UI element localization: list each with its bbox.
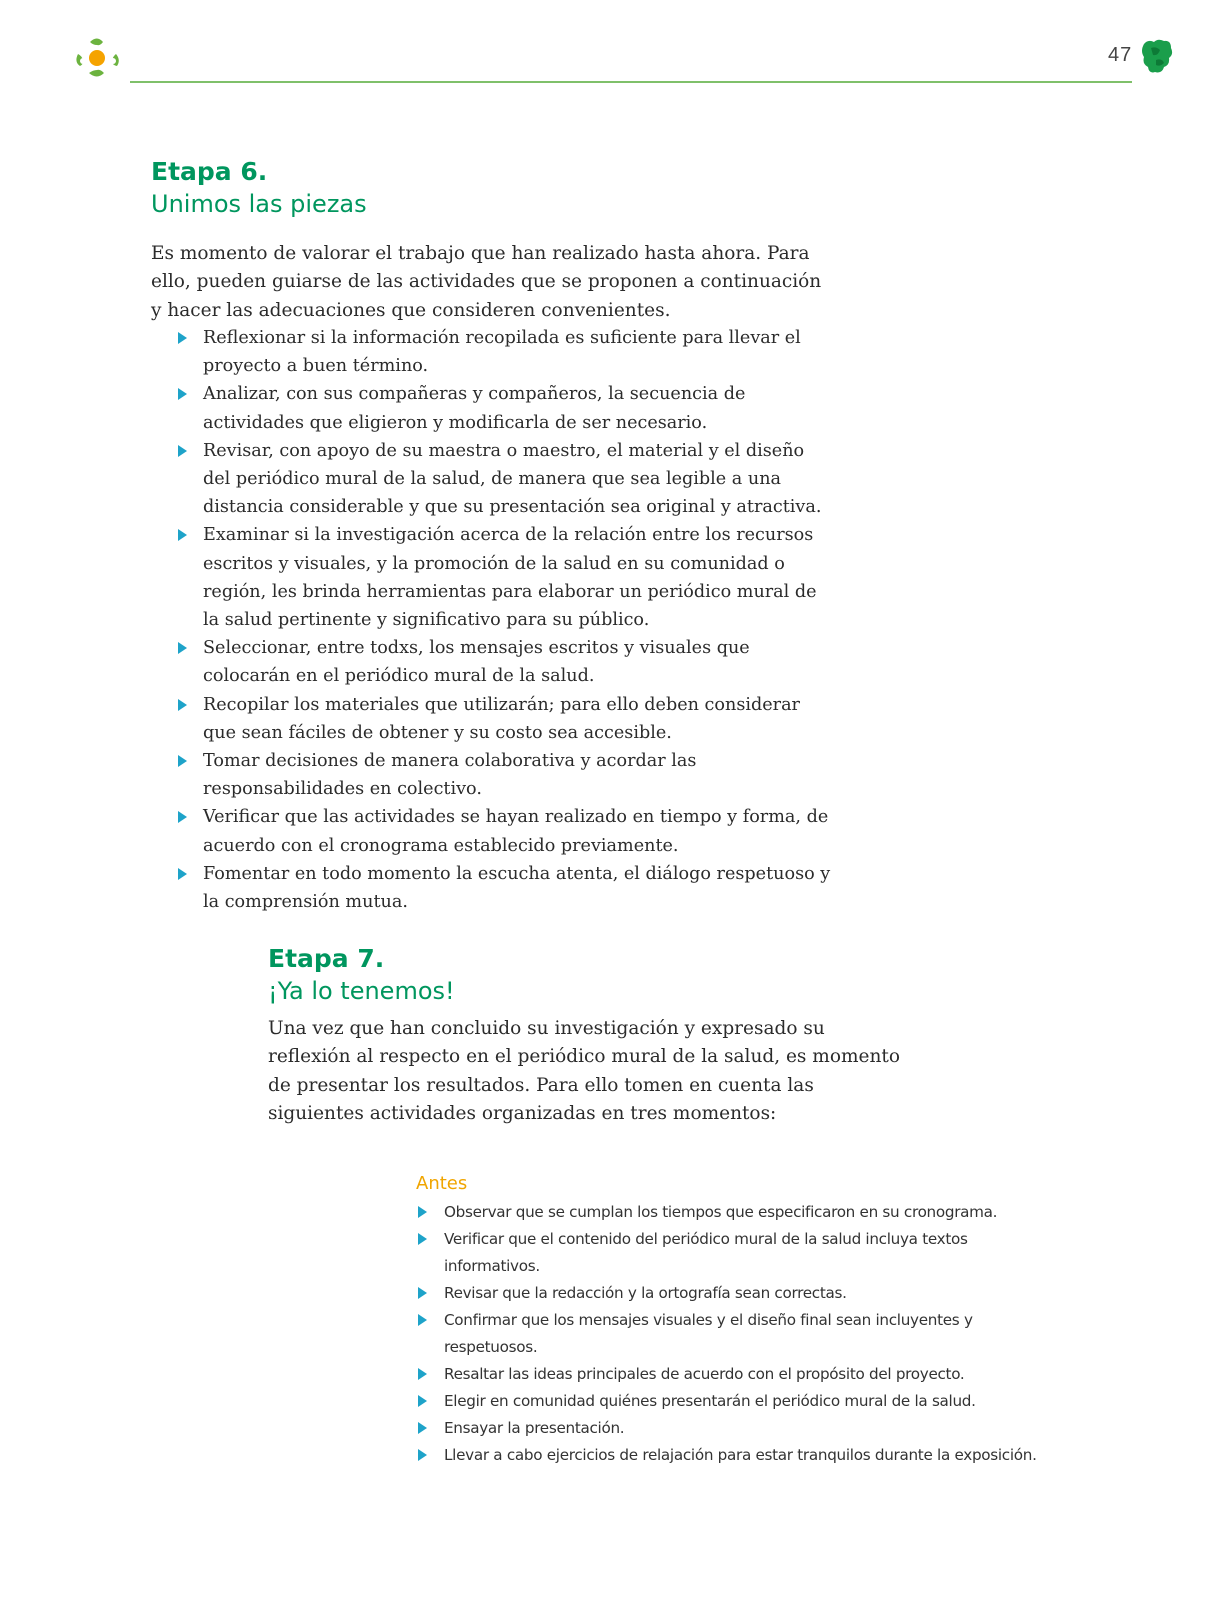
list-item-text: Reflexionar si la información recopilada es suficiente para llevar el proyecto a buen término. (203, 328, 801, 377)
list-item (416, 1361, 1056, 1388)
stage6-heading (151, 156, 831, 220)
list-item (416, 1199, 1056, 1226)
bullet-icon (418, 1449, 427, 1461)
bullet-icon (178, 755, 187, 767)
stage6-subtitle: Unimos las piezas (151, 190, 367, 218)
bullet-icon (178, 388, 187, 400)
bullet-icon (178, 868, 187, 880)
stage7-title: Etapa 7. (268, 944, 385, 973)
bullet-icon (178, 642, 187, 654)
list-item-text: Recopilar los materiales que utilizarán; para ello deben considerar que sean fáciles de obtener y su costo sea accesible. (203, 694, 800, 743)
list-item (416, 1415, 1056, 1442)
list-item (176, 437, 836, 522)
bullet-icon (418, 1368, 427, 1380)
flower-logo-icon (72, 32, 124, 84)
list-item-text: Tomar decisiones de manera colaborativa y acordar las responsabilidades en colectivo. (203, 751, 697, 800)
list-item (416, 1307, 1056, 1361)
bullet-icon (418, 1422, 427, 1434)
list-item (176, 860, 836, 916)
green-emblem-icon (1140, 38, 1174, 76)
list-item-text: Llevar a cabo ejercicios de relajación para estar tranquilos durante la exposición. (444, 1446, 1037, 1464)
list-item (176, 747, 836, 803)
list-item (176, 324, 836, 380)
stage7-subtitle: ¡Ya lo tenemos! (268, 977, 455, 1005)
bullet-icon (178, 699, 187, 711)
list-item-text: Seleccionar, entre todxs, los mensajes escritos y visuales que colocarán en el periódico mural de la salud. (203, 638, 750, 687)
header-rule (130, 81, 1132, 83)
list-item (176, 380, 836, 436)
bullet-icon (418, 1287, 427, 1299)
stage7-intro: Una vez que han concluido su investigación y expresado su reflexión al respecto en el periódico mural de la salud, es momento de presentar los resultados. Para ello tomen en cuenta las siguientes actividades organizadas en tres momentos: (268, 1018, 900, 1124)
antes-label: Antes (416, 1173, 468, 1194)
list-item-text: Revisar, con apoyo de su maestra o maestro, el material y el diseño del periódico mural de la salud, de manera que sea legible a una distancia considerable y que su presentación sea original y atractiva. (203, 440, 822, 518)
list-item (416, 1388, 1056, 1415)
list-item (176, 691, 836, 747)
list-item-text: Ensayar la presentación. (444, 1419, 625, 1437)
stage7-heading (268, 943, 908, 1007)
bullet-icon (178, 529, 187, 541)
list-item-text: Verificar que el contenido del periódico mural de la salud incluya textos informativos. (444, 1230, 968, 1275)
list-item-text: Fomentar en todo momento la escucha atenta, el diálogo respetuoso y la comprensión mutua. (203, 863, 831, 913)
list-item (176, 521, 836, 634)
antes-activity-list (416, 1199, 1056, 1469)
list-item-text: Analizar, con sus compañeras y compañeros, la secuencia de actividades que eligieron y modificarla de ser necesario. (203, 384, 746, 433)
list-item-text: Confirmar que los mensajes visuales y el diseño final sean incluyentes y respetuosos. (444, 1311, 973, 1356)
list-item-text: Resaltar las ideas principales de acuerdo con el propósito del proyecto. (444, 1365, 965, 1383)
page-number: 47 (1108, 44, 1133, 66)
list-item (416, 1226, 1056, 1280)
list-item (176, 803, 836, 859)
bullet-icon (178, 332, 187, 344)
bullet-icon (178, 445, 187, 457)
list-item (416, 1442, 1056, 1469)
list-item-text: Observar que se cumplan los tiempos que especificaron en su cronograma. (444, 1203, 998, 1221)
list-item (416, 1280, 1056, 1307)
stage6-intro: Es momento de valorar el trabajo que han realizado hasta ahora. Para ello, pueden guiarse de las actividades que se proponen a continuación y hacer las adecuaciones que consideren convenientes. (151, 243, 822, 321)
stage6-activity-list (176, 324, 836, 916)
list-item-text: Examinar si la investigación acerca de la relación entre los recursos escritos y visuales, y la promoción de la salud en su comunidad o región, les brinda herramientas para elaborar un periódico mural de la salud pertinente y significativo para su público. (203, 525, 817, 631)
list-item-text: Verificar que las actividades se hayan realizado en tiempo y forma, de acuerdo con el cronograma establecido previamente. (203, 807, 829, 856)
list-item-text: Revisar que la redacción y la ortografía sean correctas. (444, 1284, 847, 1302)
list-item-text: Elegir en comunidad quiénes presentarán el periódico mural de la salud. (444, 1392, 976, 1410)
bullet-icon (418, 1395, 427, 1407)
list-item (176, 634, 836, 690)
bullet-icon (178, 811, 187, 823)
bullet-icon (418, 1233, 427, 1245)
bullet-icon (418, 1314, 427, 1326)
bullet-icon (418, 1206, 427, 1218)
stage6-title: Etapa 6. (151, 157, 268, 186)
